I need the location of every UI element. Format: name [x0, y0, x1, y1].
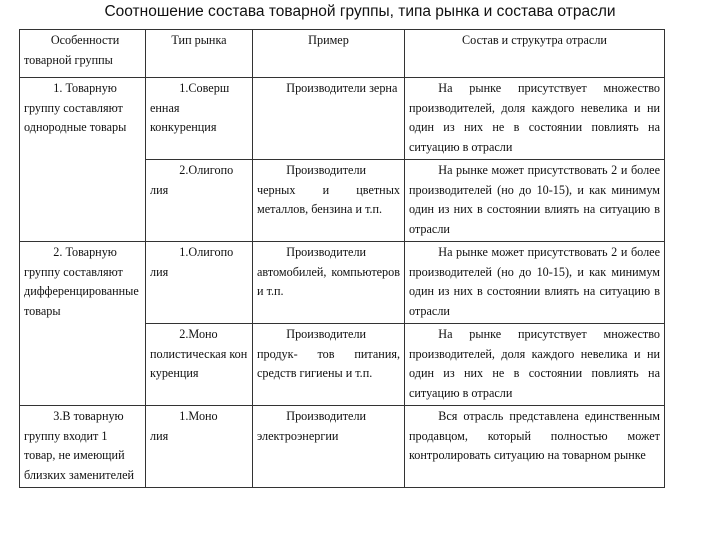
table-row: [20, 242, 665, 324]
header-features: Особенности товарной группы: [20, 30, 146, 78]
example-cell: Производители черных и цветных металлов, бензина и т.п.: [253, 160, 405, 242]
example-cell: Производители зерна: [253, 78, 405, 160]
table-row: [20, 78, 665, 160]
group-cell: 1. Товарную группу составляют однородные товары: [20, 78, 146, 242]
example-cell: Производители электроэнергии: [253, 406, 405, 488]
example-cell: Производители автомобилей, компьютеров и т.п.: [253, 242, 405, 324]
table-row: [20, 406, 665, 488]
structure-cell: На рынке присутствует множество производителей, доля каждого невелика и ни один из них не в состоянии повлиять на ситуацию в отрасли: [405, 324, 665, 406]
header-structure: Состав и струкутра отрасли: [405, 30, 665, 78]
market-type-cell: 1.Олигопо лия: [146, 242, 253, 324]
market-type-cell: 1.Моно лия: [146, 406, 253, 488]
structure-cell: На рынке присутствует множество производителей, доля каждого невелика и ни один из них не в состоянии повлиять на ситуацию в отрасли: [405, 78, 665, 160]
market-type-cell: 2.Олигопо лия: [146, 160, 253, 242]
example-cell: Производители продук- тов питания, средств гигиены и т.п.: [253, 324, 405, 406]
page-title: Соотношение состава товарной группы, типа рынка и состава отрасли: [104, 3, 616, 20]
market-type-cell: 2.Моно полистическая кон куренция: [146, 324, 253, 406]
group-cell: 3.В товарную группу входит 1 товар, не имеющий близких заменителей: [20, 406, 146, 488]
header-market-type: Тип рынка: [146, 30, 253, 78]
header-example: Пример: [253, 30, 405, 78]
comparison-table: [19, 29, 665, 488]
structure-cell: На рынке может присутствовать 2 и более производителей (но до 10-15), и как минимум один из них в состоянии влиять на ситуацию в отрасли: [405, 242, 665, 324]
market-type-cell: 1.Соверш енная конкуренция: [146, 78, 253, 160]
header-row: [20, 30, 665, 78]
structure-cell: На рынке может присутствовать 2 и более производителей (но до 10-15), и как минимум один из них в состоянии влиять на ситуацию в отрасли: [405, 160, 665, 242]
structure-cell: Вся отрасль представлена единственным продавцом, который полностью может контролировать ситуацию на товарном рынке: [405, 406, 665, 488]
group-cell: 2. Товарную группу составляют дифференцированные товары: [20, 242, 146, 406]
